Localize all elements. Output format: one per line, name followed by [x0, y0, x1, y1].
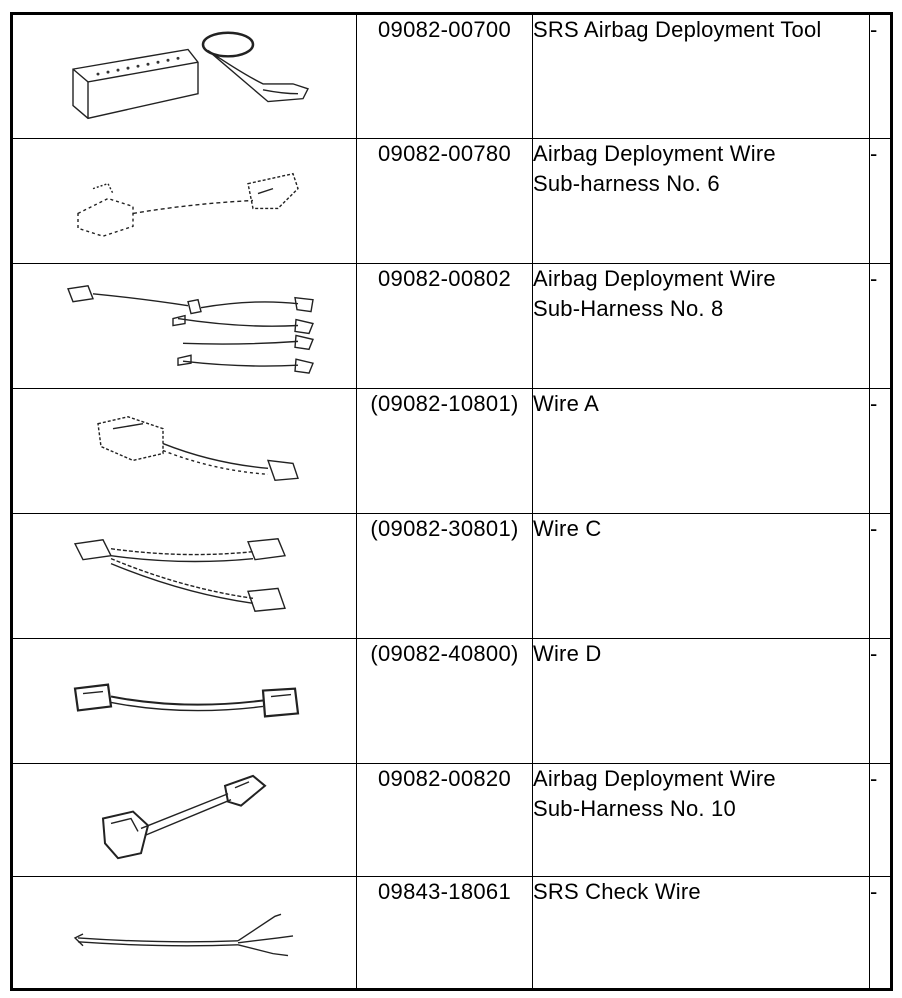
tool-illustration-cell	[12, 389, 357, 514]
part-number: (09082-10801)	[357, 389, 533, 514]
tool-illustration-cell	[12, 514, 357, 639]
wire-d-icon	[13, 639, 358, 763]
part-number: 09082-00700	[357, 14, 533, 139]
tool-illustration-cell	[12, 877, 357, 990]
note: -	[870, 514, 892, 639]
note: -	[870, 14, 892, 139]
table-row	[12, 514, 892, 639]
part-number: 09082-00820	[357, 764, 533, 877]
wire-c-icon	[13, 514, 358, 638]
tool-name	[533, 764, 870, 877]
deployment-tool-icon	[13, 15, 358, 138]
note: -	[870, 639, 892, 764]
tool-name-line1: SRS Check Wire	[533, 879, 701, 904]
tool-name-line1: Wire C	[533, 516, 602, 541]
table-row	[12, 264, 892, 389]
table-row	[12, 389, 892, 514]
wire-a-icon	[13, 389, 358, 513]
table-row	[12, 877, 892, 990]
tool-name	[533, 14, 870, 139]
tool-name	[533, 264, 870, 389]
check-wire-icon	[13, 877, 358, 988]
tool-illustration-cell	[12, 14, 357, 139]
sub-harness-6-icon	[13, 139, 358, 263]
tool-name	[533, 514, 870, 639]
sub-harness-8-icon	[13, 264, 358, 388]
tool-name-line2: Sub-harness No. 6	[533, 171, 720, 196]
part-number: 09082-00780	[357, 139, 533, 264]
tool-name-line1: Wire D	[533, 641, 602, 666]
tool-name	[533, 639, 870, 764]
part-number: 09082-00802	[357, 264, 533, 389]
tool-name-line1: Airbag Deployment Wire	[533, 141, 776, 166]
tool-list-page	[10, 12, 890, 990]
note: -	[870, 264, 892, 389]
tool-illustration-cell	[12, 264, 357, 389]
tool-name-line2: Sub-Harness No. 10	[533, 796, 736, 821]
note: -	[870, 389, 892, 514]
tool-illustration-cell	[12, 764, 357, 877]
table-row	[12, 639, 892, 764]
note: -	[870, 764, 892, 877]
tool-name-line1: Wire A	[533, 391, 599, 416]
tool-name	[533, 877, 870, 990]
tool-illustration-cell	[12, 139, 357, 264]
tool-illustration-cell	[12, 639, 357, 764]
tool-name	[533, 389, 870, 514]
tool-name-line1: Airbag Deployment Wire	[533, 266, 776, 291]
tool-name-line2: Sub-Harness No. 8	[533, 296, 724, 321]
part-number: (09082-30801)	[357, 514, 533, 639]
special-tools-table	[10, 12, 893, 991]
tool-name-line1: SRS Airbag Deployment Tool	[533, 17, 822, 42]
part-number: 09843-18061	[357, 877, 533, 990]
part-number: (09082-40800)	[357, 639, 533, 764]
note: -	[870, 877, 892, 990]
table-row	[12, 14, 892, 139]
tool-name	[533, 139, 870, 264]
sub-harness-10-icon	[13, 764, 358, 876]
note: -	[870, 139, 892, 264]
table-row	[12, 764, 892, 877]
tool-name-line1: Airbag Deployment Wire	[533, 766, 776, 791]
table-row	[12, 139, 892, 264]
